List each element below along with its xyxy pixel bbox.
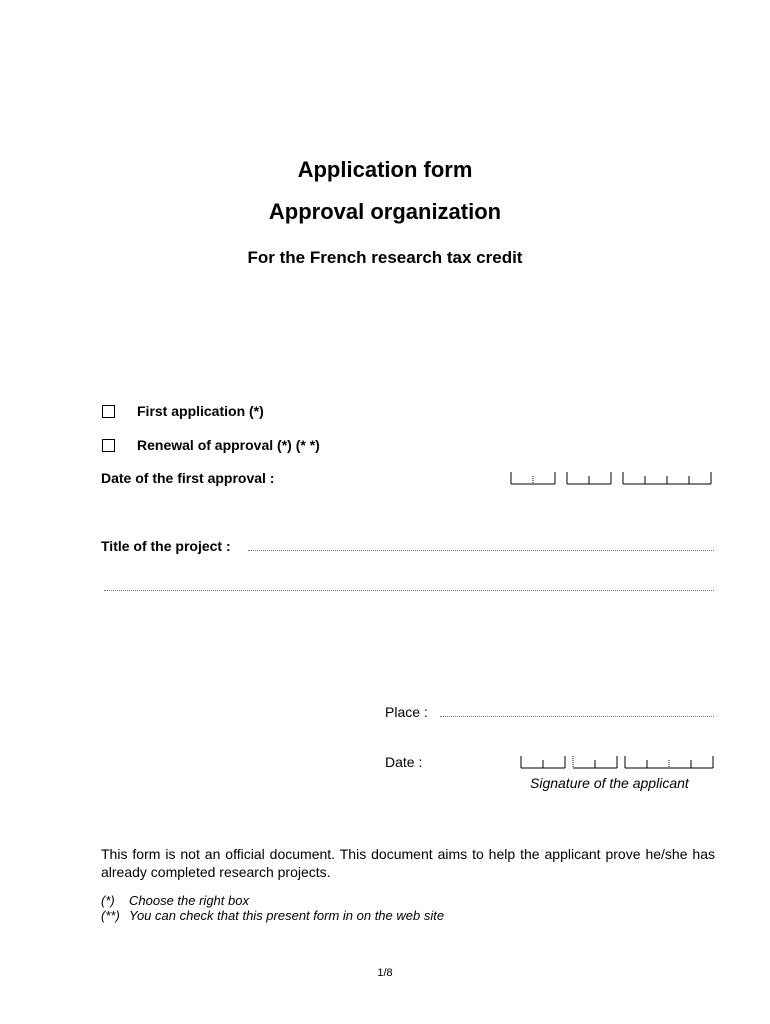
date-boxes-graphic xyxy=(510,471,712,485)
page-number: 1/8 xyxy=(377,967,393,979)
first-approval-date-label: Date of the first approval : xyxy=(101,470,275,486)
signature-date-field[interactable] xyxy=(520,755,714,769)
signature-label: Signature of the applicant xyxy=(530,775,689,791)
footnote-2-text: You can check that this present form in on the web site xyxy=(129,908,445,923)
first-application-checkbox[interactable] xyxy=(102,405,115,418)
footnote-1-text: Choose the right box xyxy=(129,893,249,908)
project-title-input-line1[interactable] xyxy=(248,550,714,551)
renewal-label: Renewal of approval (*) (* *) xyxy=(137,437,320,453)
first-approval-date-field[interactable] xyxy=(510,471,712,485)
footnote-1-marker: (*) xyxy=(101,893,115,908)
place-input[interactable] xyxy=(440,716,714,717)
signature-date-label: Date : xyxy=(385,754,423,770)
project-title-input-line2[interactable] xyxy=(104,590,714,591)
form-purpose: For the French research tax credit xyxy=(247,248,523,267)
signature-date-boxes-graphic xyxy=(520,755,714,769)
form-title: Application form xyxy=(297,157,473,182)
place-label: Place : xyxy=(385,704,428,720)
form-subtitle-organization: Approval organization xyxy=(268,199,502,224)
project-title-label: Title of the project : xyxy=(101,538,231,554)
disclaimer-text: This form is not an official document. This document aims to help the applicant prove he/she has already completed research projects. xyxy=(101,846,715,880)
renewal-checkbox[interactable] xyxy=(102,439,115,452)
footnote-2-marker: (**) xyxy=(101,908,120,923)
first-application-label: First application (*) xyxy=(137,403,264,419)
